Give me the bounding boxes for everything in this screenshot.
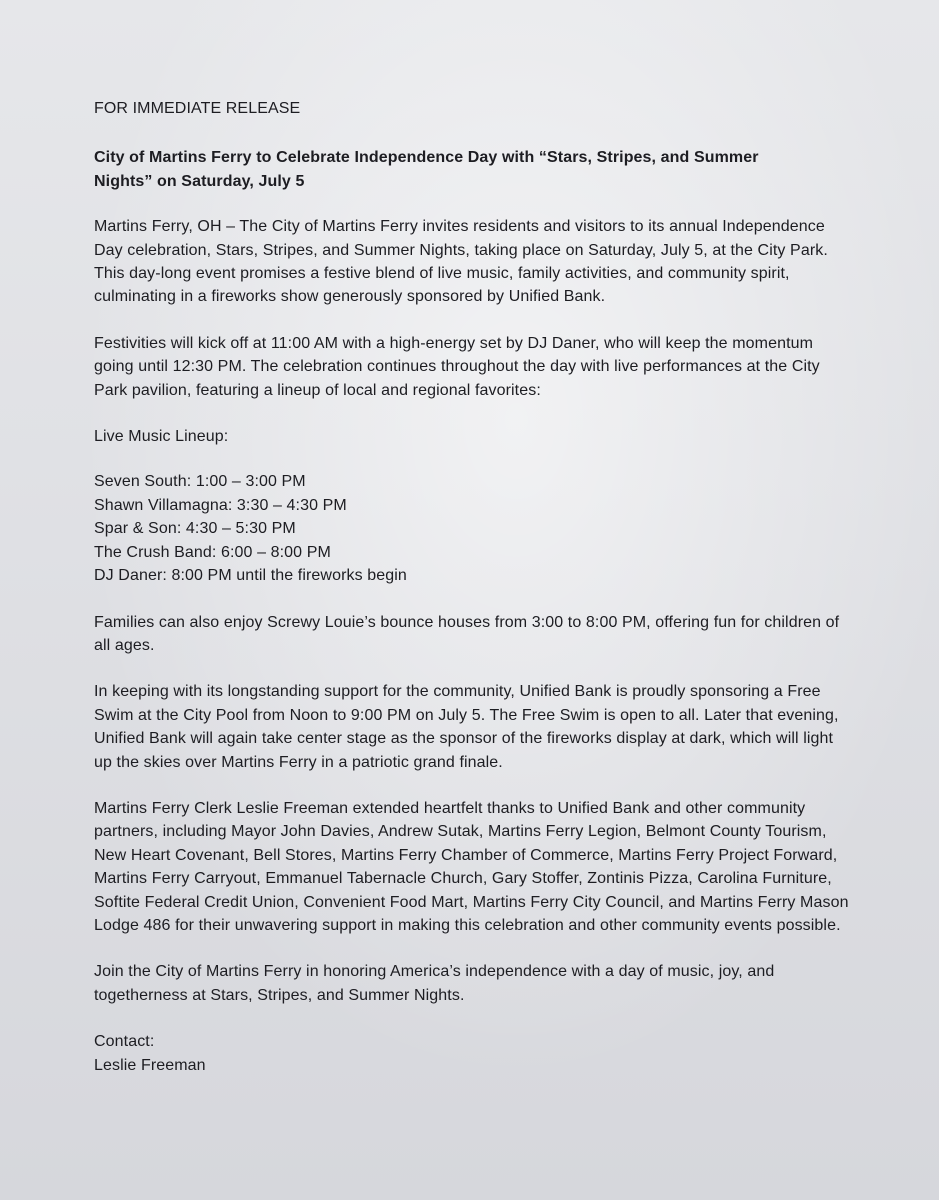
- closing-paragraph: Join the City of Martins Ferry in honoring America’s independence with a day of music, joy, and togetherness at Stars, Stripes, and Summer Nights.: [94, 963, 775, 1004]
- bounce-houses-paragraph: Families can also enjoy Screwy Louie’s bounce houses from 3:00 to 8:00 PM, offering fun for children of all ages.: [94, 613, 840, 654]
- contact-label: Contact:: [94, 1033, 155, 1051]
- free-swim-paragraph: In keeping with its longstanding support for the community, Unified Bank is proudly sponsoring a Free Swim at the City Pool from Noon to 9:00 PM on July 5. The Free Swim is open to all. Later that evening, Unified Bank will again take center stage as the sponsor of the fireworks display at dark, which will light up the skies over Martins Ferry in a patriotic grand finale.: [94, 683, 839, 771]
- lineup-item: The Crush Band: 6:00 – 8:00 PM: [94, 543, 331, 561]
- lineup-list: [94, 470, 854, 587]
- headline: City of Martins Ferry to Celebrate Independence Day with “Stars, Stripes, and Summer Nights” on Saturday, July 5: [94, 149, 759, 190]
- press-release-body: [94, 97, 854, 1077]
- thanks-paragraph: Martins Ferry Clerk Leslie Freeman extended heartfelt thanks to Unified Bank and other community partners, including Mayor John Davies, Andrew Sutak, Martins Ferry Legion, Belmont County Tourism, New Heart Covenant, Bell Stores, Martins Ferry Chamber of Commerce, Martins Ferry Project Forward, Martins Ferry Carryout, Emmanuel Tabernacle Church, Gary Stoffer, Zontinis Pizza, Carolina Furniture, Softite Federal Credit Union, Convenient Food Mart, Martins Ferry City Council, and Martins Ferry Mason Lodge 486 for their unwavering support in making this celebration and other community events possible.: [94, 799, 849, 934]
- contact-name: Leslie Freeman: [94, 1056, 206, 1074]
- lineup-item: Spar & Son: 4:30 – 5:30 PM: [94, 520, 296, 538]
- festivities-paragraph: Festivities will kick off at 11:00 AM with a high-energy set by DJ Daner, who will keep the momentum going until 12:30 PM. The celebration continues throughout the day with live performances at the City Park pavilion, featuring a lineup of local and regional favorites:: [94, 334, 820, 399]
- lineup-item: DJ Daner: 8:00 PM until the fireworks begin: [94, 567, 407, 585]
- release-label: FOR IMMEDIATE RELEASE: [94, 100, 301, 117]
- lineup-heading: Live Music Lineup:: [94, 428, 229, 446]
- intro-paragraph: Martins Ferry, OH – The City of Martins Ferry invites residents and visitors to its annual Independence Day celebration, Stars, Stripes, and Summer Nights, taking place on Saturday, July 5, at the City Park. This day-long event promises a festive blend of live music, family activities, and community spirit, culminating in a fireworks show generously sponsored by Unified Bank.: [94, 218, 828, 306]
- lineup-item: Seven South: 1:00 – 3:00 PM: [94, 473, 306, 491]
- lineup-item: Shawn Villamagna: 3:30 – 4:30 PM: [94, 496, 347, 514]
